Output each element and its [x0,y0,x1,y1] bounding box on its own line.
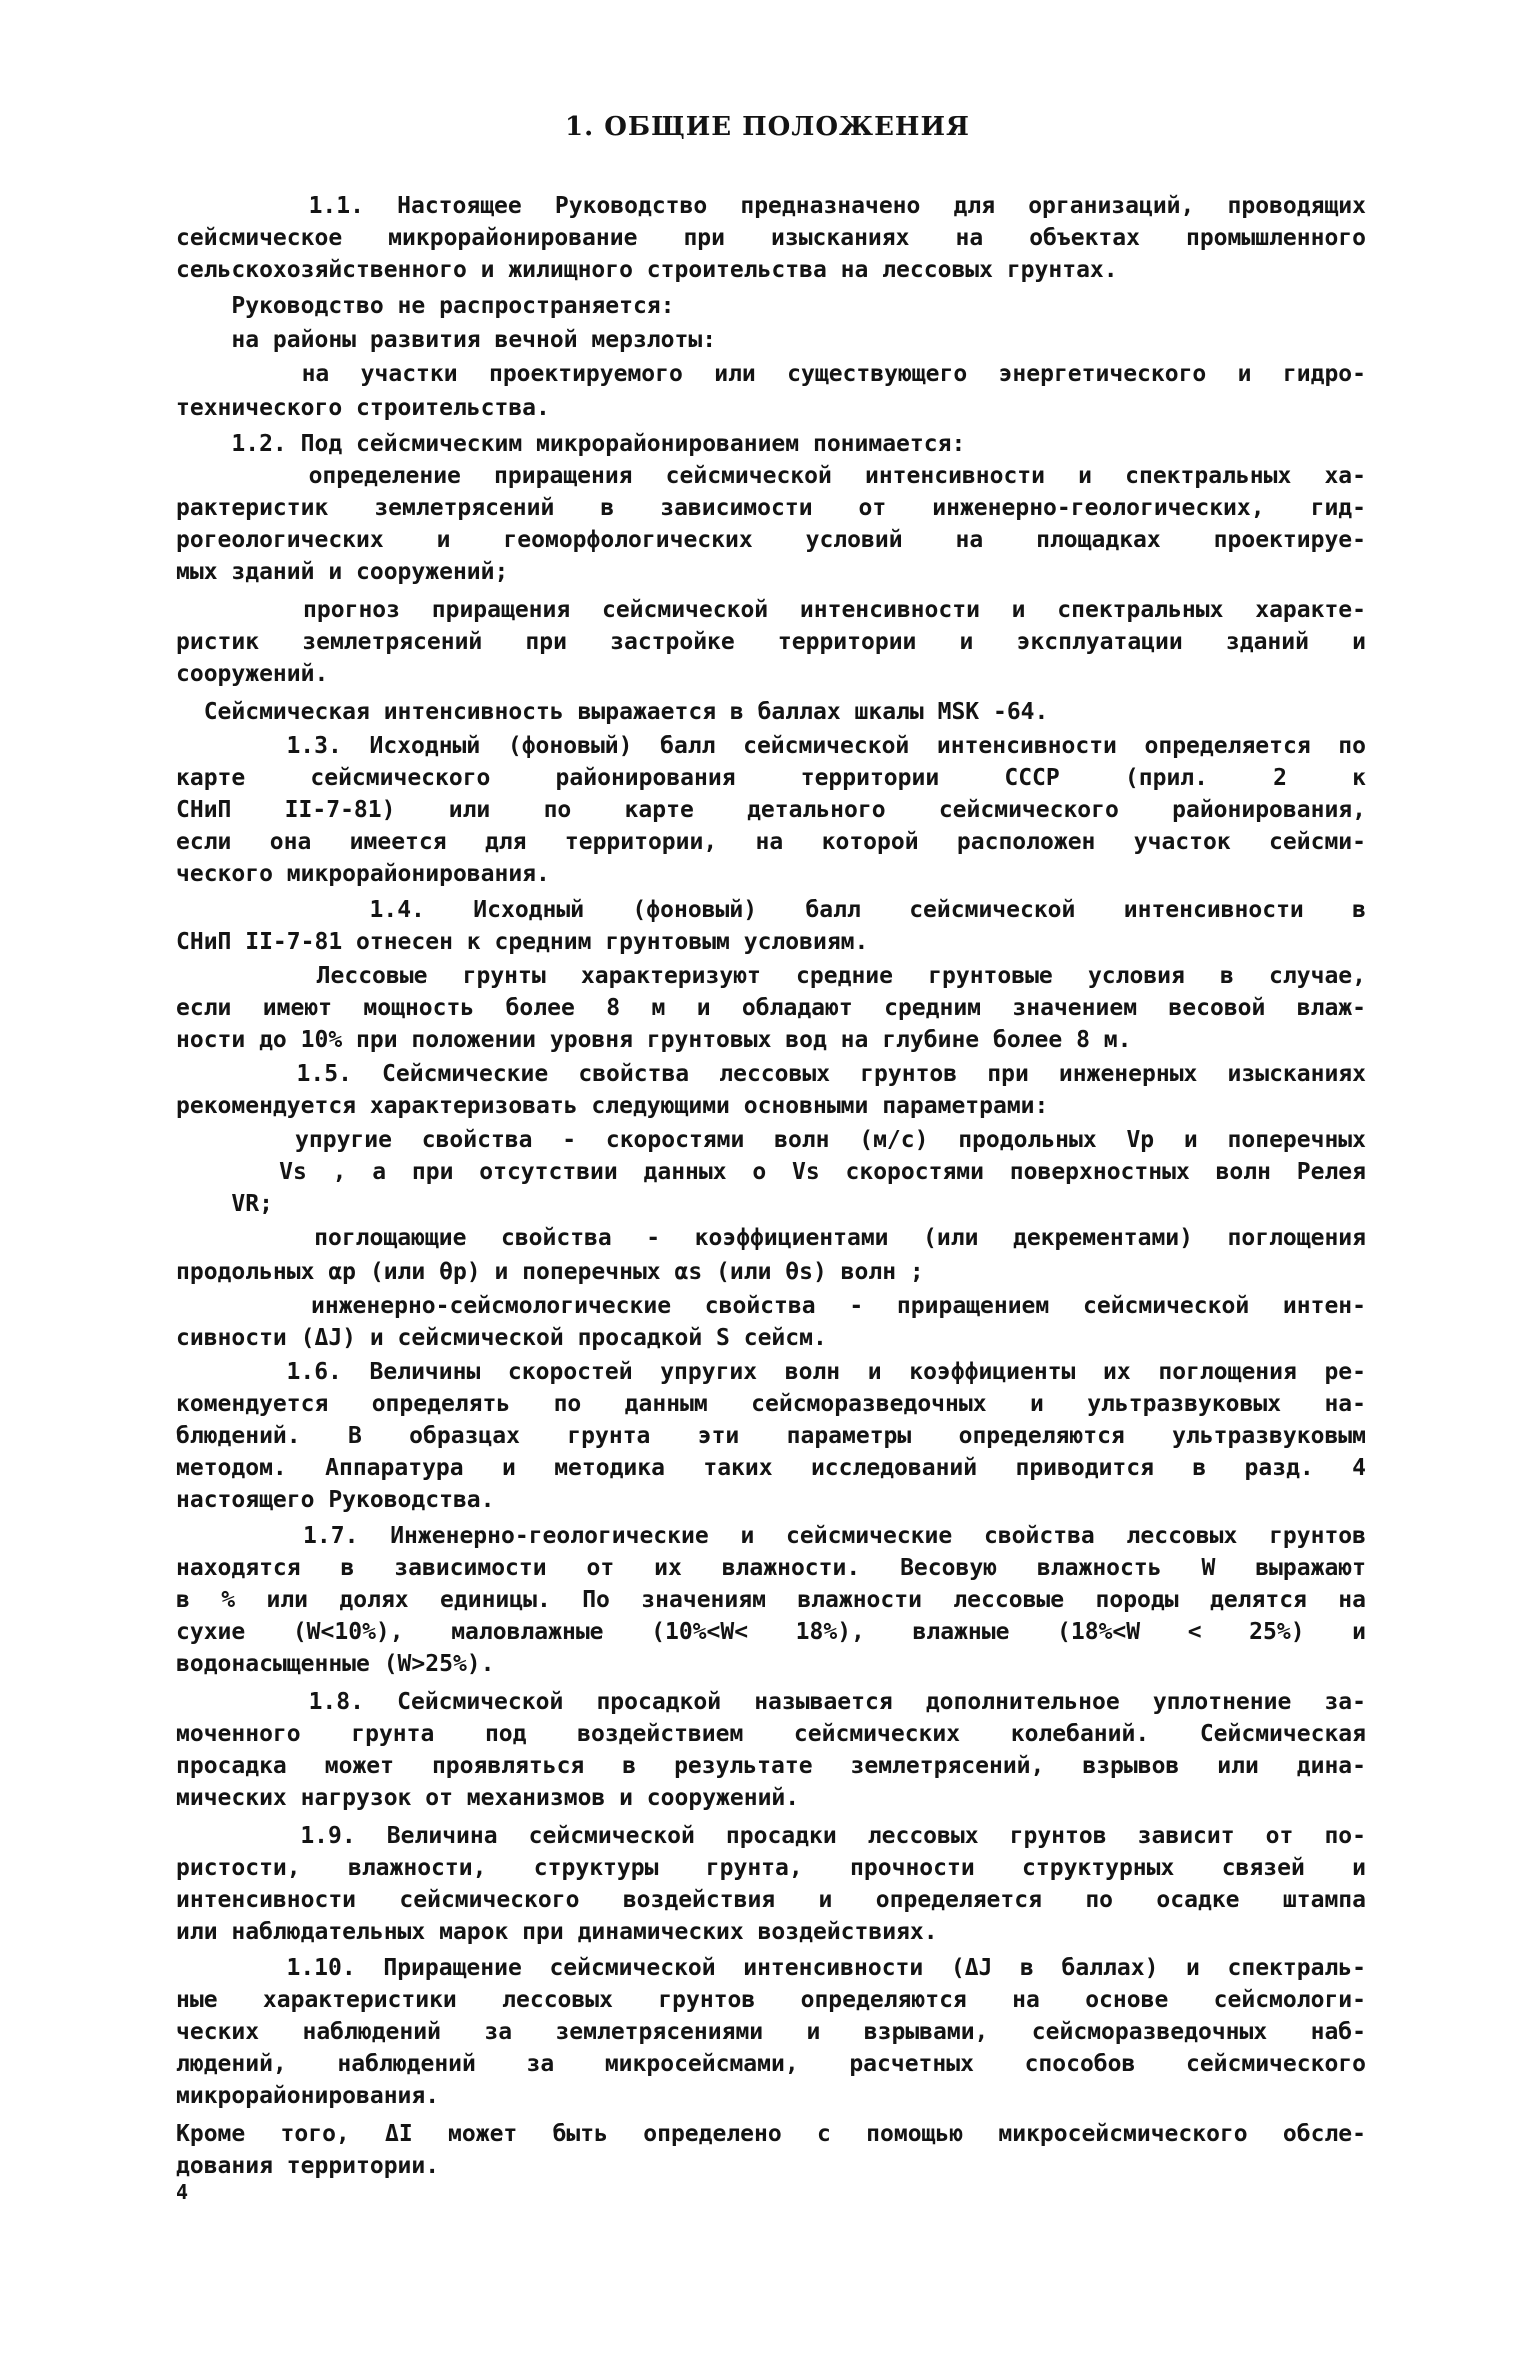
text-line: продольных αp (или θp) и поперечных αs (или θs) волн ; [176,1259,924,1285]
text-line: методом. Аппаратура и методика таких исследований приводится в разд. 4 [176,1455,1366,1481]
text-line: если имеют мощность более 8 м и обладают средним значением весовой влаж- [176,995,1366,1021]
page-number: 4 [176,2180,189,2204]
text-line: определение приращения сейсмической интенсивности и спектральных ха- [176,463,1366,489]
text-line: сивности (ΔJ) и сейсмической просадкой S сейсм. [176,1325,827,1351]
text-line: ности до 10% при положении уровня грунтовых вод на глубине более 8 м. [176,1027,1132,1053]
text-line: мых зданий и сооружений; [176,559,509,585]
text-line: СНиП II-7-81) или по карте детального сейсмического районирования, [176,797,1366,823]
text-line: рекомендуется характеризовать следующими основными параметрами: [176,1093,1049,1119]
text-line: инженерно-сейсмологические свойства - приращением сейсмической интен- [176,1293,1366,1319]
text-line: 1.10. Приращение сейсмической интенсивности (ΔJ в баллах) и спектраль- [176,1955,1366,1981]
text-line: интенсивности сейсмического воздействия и определяется по осадке штампа [176,1887,1366,1913]
text-line: технического строительства. [176,395,550,421]
text-line: ные характеристики лессовых грунтов определяются на основе сейсмологи- [176,1987,1366,2013]
text-line: 1.5. Сейсмические свойства лессовых грунтов при инженерных изысканиях [176,1061,1366,1087]
text-line: прогноз приращения сейсмической интенсивности и спектральных характе- [176,597,1366,623]
text-line: сейсмическое микрорайонирование при изысканиях на объектах промышленного [176,225,1366,251]
text-line: ристости, влажности, структуры грунта, прочности структурных связей и [176,1855,1366,1881]
text-line: моченного грунта под воздействием сейсмических колебаний. Сейсмическая [176,1721,1366,1747]
text-line: Vs , а при отсутствии данных о Vs скоростями поверхностных волн Релея [176,1159,1366,1185]
text-line: ческих наблюдений за землетрясениями и взрывами, сейсморазведочных наб- [176,2019,1366,2045]
text-line: настоящего Руководства. [176,1487,495,1513]
text-line: карте сейсмического районирования территории СССР (прил. 2 к [176,765,1366,791]
text-line: 1.9. Величина сейсмической просадки лессовых грунтов зависит от по- [176,1823,1366,1849]
text-line: мических нагрузок от механизмов и сооружений. [176,1785,800,1811]
text-line: дования территории. [176,2153,440,2179]
text-line: комендуется определять по данным сейсморазведочных и ультразвуковых на- [176,1391,1366,1417]
text-line: если она имеется для территории, на которой расположен участок сейсми- [176,829,1366,855]
text-line: Кроме того, ΔI может быть определено с помощью микросейсмического обсле- [176,2121,1366,2147]
text-line: 1.2. Под сейсмическим микрорайонированием понимается: [176,431,966,457]
text-line: Сейсмическая интенсивность выражается в баллах шкалы MSK -64. [176,699,1049,725]
text-line: на районы развития вечной мерзлоты: [176,327,717,353]
text-line: 1.7. Инженерно-геологические и сейсмические свойства лессовых грунтов [176,1523,1366,1549]
text-line: 1.6. Величины скоростей упругих волн и коэффициенты их поглощения ре- [176,1359,1366,1385]
text-line: блюдений. В образцах грунта эти параметры определяются ультразвуковым [176,1423,1366,1449]
text-line: или наблюдательных марок при динамических воздействиях. [176,1919,938,1945]
text-line: сельскохозяйственного и жилищного строительства на лессовых грунтах. [176,257,1118,283]
text-line: СНиП II-7-81 отнесен к средним грунтовым условиям. [176,929,869,955]
text-line: 1.8. Сейсмической просадкой называется дополнительное уплотнение за- [176,1689,1366,1715]
text-line: 1.3. Исходный (фоновый) балл сейсмической интенсивности определяется по [176,733,1366,759]
text-line: просадка может проявляться в результате землетрясений, взрывов или дина- [176,1753,1366,1779]
text-line: водонасыщенные (W>25%). [176,1651,495,1677]
text-line: ристик землетрясений при застройке территории и эксплуатации зданий и [176,629,1366,655]
text-line: сооружений. [176,661,329,687]
section-title: 1. ОБЩИЕ ПОЛОЖЕНИЯ [565,112,970,142]
text-line: поглощающие свойства - коэффициентами (или декрементами) поглощения [176,1225,1366,1251]
text-line: рактеристик землетрясений в зависимости от инженерно-геологических, гид- [176,495,1366,521]
text-line: Руководство не распространяется: [176,293,675,319]
text-line: Лессовые грунты характеризуют средние грунтовые условия в случае, [176,963,1366,989]
text-line: рогеологических и геоморфологических условий на площадках проектируе- [176,527,1366,553]
text-line: находятся в зависимости от их влажности. Весовую влажность W выражают [176,1555,1366,1581]
text-line: 1.4. Исходный (фоновый) балл сейсмической интенсивности в [176,897,1366,923]
text-line: сухие (W<10%), маловлажные (10%<W< 18%), влажные (18%<W < 25%) и [176,1619,1366,1645]
text-line: в % или долях единицы. По значениям влажности лессовые породы делятся на [176,1587,1366,1613]
text-line: микрорайонирования. [176,2083,440,2109]
text-line: людений, наблюдений за микросейсмами, расчетных способов сейсмического [176,2051,1366,2077]
text-line: VR; [176,1191,273,1217]
text-line: на участки проектируемого или существующего энергетического и гидро- [176,361,1366,387]
text-line: 1.1. Настоящее Руководство предназначено для организаций, проводящих [176,193,1366,219]
text-line: упругие свойства - скоростями волн (м/с) продольных Vp и поперечных [176,1127,1366,1153]
text-line: ческого микрорайонирования. [176,861,550,887]
